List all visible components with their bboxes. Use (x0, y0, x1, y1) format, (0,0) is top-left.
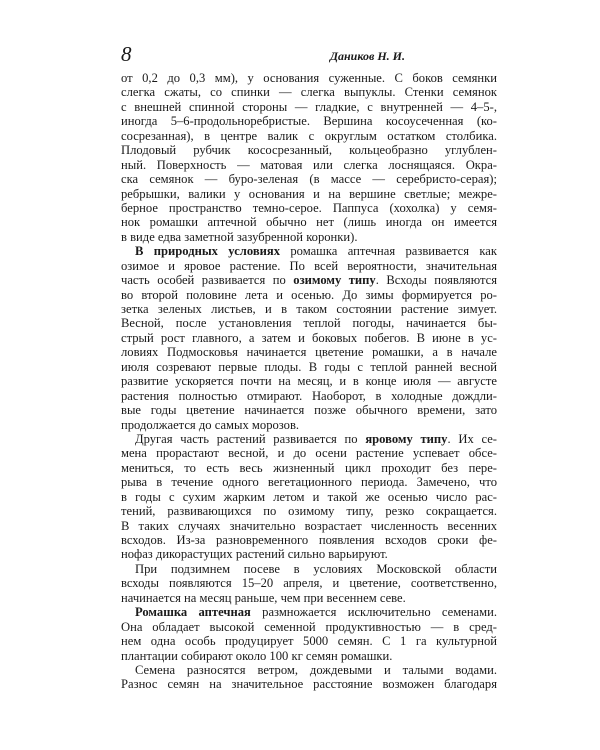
text-line (121, 620, 497, 634)
text-run: развитие ускоряется почти на месяц, и в конце июля — августе (121, 374, 497, 389)
text-run: нок ромашки аптечной обычно нет (лишь иногда он имеется (121, 215, 497, 230)
text-run: озимое и яровое растение. По всей вероятности, значительная (121, 258, 497, 273)
text-line (121, 71, 497, 85)
page-number: 8 (121, 42, 132, 66)
text-line (121, 288, 497, 302)
text-run: в годы с сухим жарким летом и такой же осенью число рас- (121, 489, 497, 504)
text-line (121, 230, 497, 244)
text-line (121, 677, 497, 691)
text-line (121, 259, 497, 273)
text-run: часть особей развивается по (121, 273, 294, 288)
text-line (121, 562, 497, 576)
text-line (121, 591, 497, 605)
text-line (121, 490, 497, 504)
text-line (121, 576, 497, 590)
text-run: от 0,2 до 0,3 мм), у основания суженные. С боков семянки (121, 71, 497, 85)
text-run: ска семянок — буро-зеленая (в массе — серебристо-серая); (121, 172, 497, 187)
text-line (121, 114, 497, 128)
text-line (121, 273, 497, 287)
text-run: иногда 5–6-продольноребристые. Вершина косоусеченная (ко- (121, 114, 497, 129)
text-run: Другая часть растений развивается по (135, 431, 366, 446)
paragraph (121, 432, 497, 562)
text-run: нем одна особь продуцирует 5000 семян. С 1 га культурной (121, 634, 497, 649)
text-run: Плодовый рубчик кососрезанный, кольцеобразно углублен- (121, 143, 497, 158)
text-run: во второй половине лета и осенью. До зимы формируется ро- (121, 287, 497, 302)
text-line (121, 519, 497, 533)
paragraph (121, 562, 497, 605)
text-run: сосрезанная), в центре валик с округлым остатком столбика. (121, 128, 497, 143)
text-line (121, 172, 497, 186)
text-run: ный. Поверхность — матовая или слегка лоснящаяся. Окра- (121, 157, 497, 172)
text-line (121, 649, 497, 663)
text-line (121, 605, 497, 619)
text-run: продолжается до самых морозов. (121, 417, 300, 432)
text-run: При подзимнем посеве в условиях Московской области (135, 561, 497, 576)
text-line (121, 533, 497, 547)
paragraph (121, 663, 497, 692)
text-run: слегка сжаты, со спинки — слегка выпуклы. Стенки семянок (121, 85, 497, 100)
text-run: рыва в течение одного вегетационного периода. Замечено, что (121, 475, 497, 490)
text-line (121, 302, 497, 316)
text-run: с внешней спинной стороны — гладкие, с внутренней — 4–5-, (121, 99, 497, 114)
text-line (121, 345, 497, 359)
text-run: всходы появляются 15–20 апреля, и цветение, соответственно, (121, 576, 497, 591)
text-line (121, 389, 497, 403)
text-line (121, 187, 497, 201)
text-line (121, 85, 497, 99)
text-run: стрый рост главного, а затем и боковых побегов. В июне в ус- (121, 330, 497, 345)
paragraph (121, 244, 497, 432)
text-run: мениться, то есть весь жизненный цикл проходит без пере- (121, 460, 497, 475)
text-run: Она обладает высокой семенной продуктивностью — в сред- (121, 619, 497, 634)
running-head-author: Даников Н. И. (329, 49, 405, 63)
text-run: Весной, после установления теплой погоды, начинается бы- (121, 316, 497, 331)
running-header (121, 42, 497, 70)
text-run: июля созревают первые плоды. В годы с теплой ранней весной (121, 359, 497, 374)
text-line (121, 475, 497, 489)
text-line (121, 504, 497, 518)
text-run: В таких случаях значительно возрастает численность весенних (121, 518, 497, 533)
text-run: берное пространство темно-серое. Паппуса (хохолка) у семя- (121, 200, 497, 215)
text-line (121, 432, 497, 446)
text-run: размножается исключительно семенами. (250, 605, 498, 620)
text-run: ребрышки, валики у основания и на вершине светлые; межре- (121, 186, 497, 201)
bold-term: Ромашка аптечная (135, 605, 251, 620)
text-line (121, 374, 497, 388)
text-run: . Всходы появляются (375, 273, 497, 288)
text-line (121, 634, 497, 648)
text-run: Разнос семян на значительное расстояние возможен благодаря (121, 677, 497, 692)
text-line (121, 129, 497, 143)
text-line (121, 403, 497, 417)
text-run: ловиях Подмосковья начинается цветение ромашки, а в начале (121, 345, 497, 360)
body-text (121, 71, 497, 692)
text-line (121, 100, 497, 114)
text-line (121, 446, 497, 460)
text-run: начинается на месяц раньше, чем при весеннем севе. (121, 590, 406, 605)
text-run: вые годы цветение начинается позже обычного времени, зато (121, 403, 497, 418)
text-line (121, 201, 497, 215)
text-line (121, 360, 497, 374)
text-line (121, 143, 497, 157)
text-line (121, 158, 497, 172)
text-line (121, 244, 497, 258)
bold-term: озимому типу (293, 273, 376, 288)
text-run: плантации собирают около 100 кг семян ромашки. (121, 648, 393, 663)
paragraph (121, 605, 497, 663)
text-run: зетка зеленых листьев, и в таком состоянии растение зимует. (121, 302, 497, 316)
text-run: ромашка аптечная развивается как (280, 244, 498, 259)
text-line (121, 215, 497, 229)
text-run: в виде едва заметной зазубренной коронки). (121, 229, 358, 244)
paragraph (121, 71, 497, 244)
text-run: растения полностью отмирают. Наоборот, в холодные дождли- (121, 388, 497, 403)
text-run: . Их се- (447, 431, 497, 446)
text-line (121, 461, 497, 475)
text-line (121, 331, 497, 345)
text-run: всходов. Из-за разновременного появления всходов сроки фе- (121, 533, 497, 547)
text-run: нофаз дикорастущих растений сильно варьируют. (121, 547, 388, 562)
text-run: тений, развивающихся по озимому типу, резко сокращается. (121, 504, 497, 519)
bold-term: яровому типу (365, 431, 448, 446)
text-line (121, 663, 497, 677)
text-run: Семена разносятся ветром, дождевыми и талыми водами. (135, 662, 497, 677)
text-run: мена прорастают весной, и до осени растение успевает обсе- (121, 446, 497, 461)
bold-term: В природных условиях (135, 244, 281, 259)
text-line (121, 547, 497, 561)
text-line (121, 418, 497, 432)
text-line (121, 316, 497, 330)
